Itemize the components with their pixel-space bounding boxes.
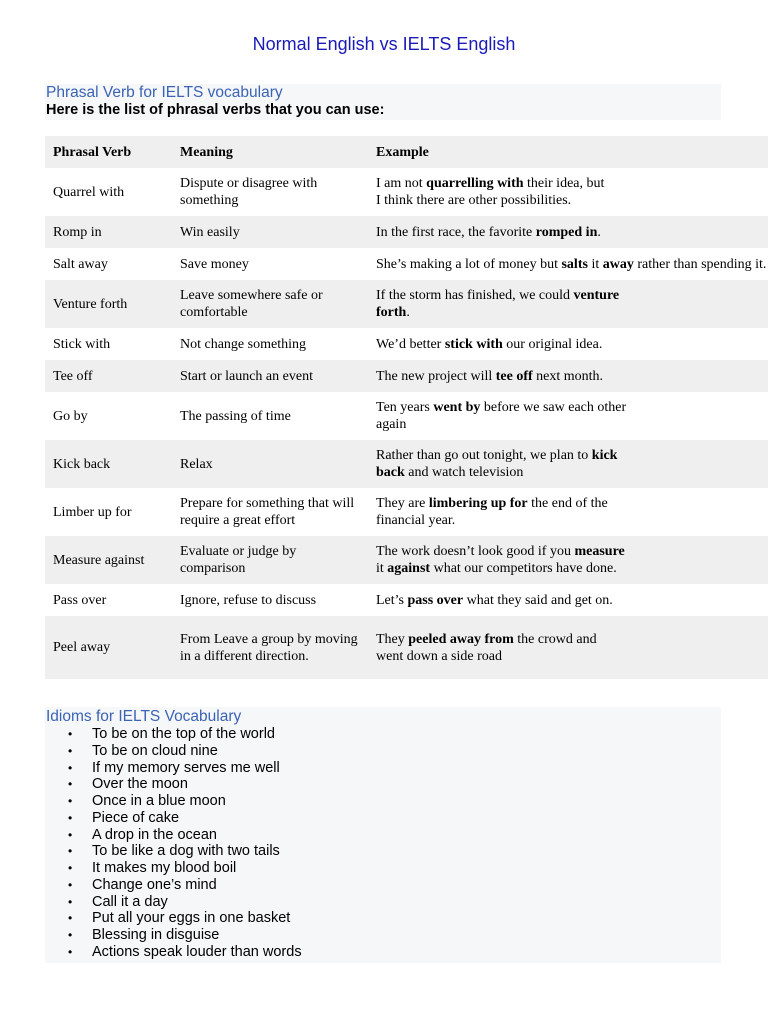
idiom-text: Actions speak louder than words (92, 943, 302, 960)
table-row (45, 360, 768, 392)
meaning-cell: Dispute or disagree with something (180, 176, 318, 208)
bullet-icon: • (68, 743, 73, 758)
example-highlight: forth (376, 305, 407, 320)
table-row (45, 328, 768, 360)
example-highlight: kick (591, 448, 618, 463)
list-item (46, 944, 302, 961)
phrasal-verb-cell: Romp in (45, 216, 172, 248)
example-highlight: tee off (495, 368, 533, 384)
idiom-text: Change one’s mind (92, 876, 217, 893)
phrasal-verb-cell: Venture forth (45, 280, 172, 328)
example-cell: We’d better stick with our original idea. (376, 336, 603, 352)
meaning-cell: From Leave a group by moving in a different direction. (172, 616, 368, 679)
meaning-cell: Evaluate or judge by comparison (172, 536, 368, 584)
phrasal-verb-cell: Peel away (45, 616, 172, 679)
example-highlight: peeled away from (408, 631, 514, 647)
example-highlight: venture (573, 288, 620, 303)
bullet-icon: • (68, 810, 73, 825)
example-cell: She’s making a lot of money but salts it away rather than spending it. (376, 256, 767, 272)
table-row (45, 216, 768, 248)
idiom-text: To be on the top of the world (92, 726, 275, 742)
list-item (46, 877, 302, 894)
phrasal-verb-table (45, 136, 768, 679)
column-header-example: Example (368, 136, 768, 168)
example-highlight: back (376, 465, 405, 480)
meaning-cell: Relax (172, 440, 368, 488)
bullet-icon: • (68, 861, 73, 875)
bullet-icon: • (68, 844, 73, 859)
example-highlight: measure (574, 544, 625, 559)
list-item (46, 810, 302, 827)
list-item (46, 726, 302, 743)
meaning-cell: Start or launch an event (172, 360, 368, 392)
example-cell: The work doesn’t look good if you measure it against what our competitors have done. (368, 536, 768, 584)
list-item (46, 827, 302, 844)
example-cell: Let’s pass over what they said and get on. (376, 592, 613, 608)
idiom-text: Blessing in disguise (92, 927, 220, 943)
example-highlight: away (602, 256, 634, 272)
list-item (46, 910, 302, 927)
list-item (46, 743, 302, 760)
meaning-cell: Prepare for something that will require a great effort (180, 496, 355, 528)
phrasal-intro: Here is the list of phrasal verbs that you can use: (46, 102, 385, 118)
idiom-text: Once in a blue moon (92, 793, 226, 809)
bullet-icon: • (68, 944, 73, 959)
list-item (46, 894, 302, 911)
example-cell: In the first race, the favorite romped in. (368, 216, 768, 248)
example-cell: I am not quarrelling with their idea, but I think there are other possibilities. (376, 176, 605, 208)
bullet-icon: • (68, 911, 73, 926)
bullet-icon: • (68, 727, 73, 741)
example-cell: Ten years went by before we saw each other again (376, 400, 627, 432)
example-cell: They peeled away from the crowd and went down a side road (368, 616, 768, 679)
phrasal-verb-cell: Salt away (53, 256, 108, 272)
phrasal-verb-cell: Kick back (45, 440, 172, 488)
meaning-cell: Leave somewhere safe or comfortable (172, 280, 368, 328)
table-row (45, 280, 768, 328)
example-highlight: went by (433, 400, 481, 415)
page-title: Normal English vs IELTS English (252, 34, 516, 54)
bullet-icon: • (68, 894, 73, 909)
table-row (45, 440, 768, 488)
example-highlight: pass over (407, 592, 464, 608)
idiom-text: Put all your eggs in one basket (92, 910, 291, 927)
example-highlight: stick with (444, 336, 503, 352)
table-row (45, 392, 768, 440)
meaning-cell: Not change something (180, 336, 306, 352)
column-header-verb: Phrasal Verb (45, 136, 172, 168)
meaning-cell: Save money (180, 256, 249, 272)
meaning-cell: Ignore, refuse to discuss (180, 592, 317, 608)
phrasal-verb-cell: Pass over (53, 592, 107, 608)
phrasal-verb-cell: Measure against (45, 536, 172, 584)
bullet-icon: • (68, 877, 73, 892)
phrasal-verb-cell: Stick with (53, 336, 111, 352)
list-item (46, 843, 302, 860)
meaning-cell: Win easily (172, 216, 368, 248)
phrasal-verb-cell: Tee off (45, 360, 172, 392)
example-highlight: against (387, 561, 431, 576)
bullet-icon: • (68, 928, 73, 942)
idiom-text: Call it a day (92, 893, 168, 910)
bullet-icon: • (68, 827, 73, 842)
table-row (45, 248, 768, 280)
idiom-text: It makes my blood boil (92, 860, 237, 876)
example-cell: The new project will tee off next month. (368, 360, 768, 392)
idiom-text: A drop in the ocean (92, 826, 217, 843)
meaning-cell: The passing of time (180, 408, 291, 424)
table-row (45, 168, 768, 216)
bullet-icon: • (68, 777, 73, 792)
table-row (45, 536, 768, 584)
idioms-section-heading: Idioms for IELTS Vocabulary (46, 708, 242, 725)
phrasal-verb-cell: Limber up for (53, 504, 132, 520)
phrasal-verb-cell: Quarrel with (53, 184, 125, 200)
idiom-text: Piece of cake (92, 809, 180, 826)
idiom-text: To be like a dog with two tails (92, 843, 280, 860)
list-item (46, 760, 302, 777)
example-cell: If the storm has finished, we could venture forth. (368, 280, 768, 328)
list-item (46, 927, 302, 944)
idiom-text: To be on cloud nine (92, 742, 218, 759)
idiom-text: If my memory serves me well (92, 759, 280, 776)
bullet-icon: • (68, 794, 73, 808)
phrasal-verb-cell: Go by (53, 408, 88, 424)
example-highlight: romped in (535, 224, 598, 240)
list-item (46, 776, 302, 793)
column-header-meaning: Meaning (172, 136, 368, 168)
example-highlight: salts (561, 256, 588, 272)
bullet-icon: • (68, 760, 73, 775)
phrasal-section-heading: Phrasal Verb for IELTS vocabulary (46, 84, 283, 101)
table-row (45, 616, 768, 679)
example-cell: Rather than go out tonight, we plan to kick back and watch television (368, 440, 768, 488)
table-row (45, 584, 768, 616)
idiom-text: Over the moon (92, 776, 188, 793)
example-highlight: limbering up for (428, 496, 528, 511)
list-item (46, 860, 302, 877)
idioms-list (46, 726, 302, 961)
table-body (45, 168, 768, 679)
table-row (45, 488, 768, 536)
table-header-row (45, 136, 768, 168)
list-item (46, 793, 302, 810)
example-highlight: quarrelling with (426, 176, 524, 191)
example-cell: They are limbering up for the end of the financial year. (376, 496, 608, 528)
